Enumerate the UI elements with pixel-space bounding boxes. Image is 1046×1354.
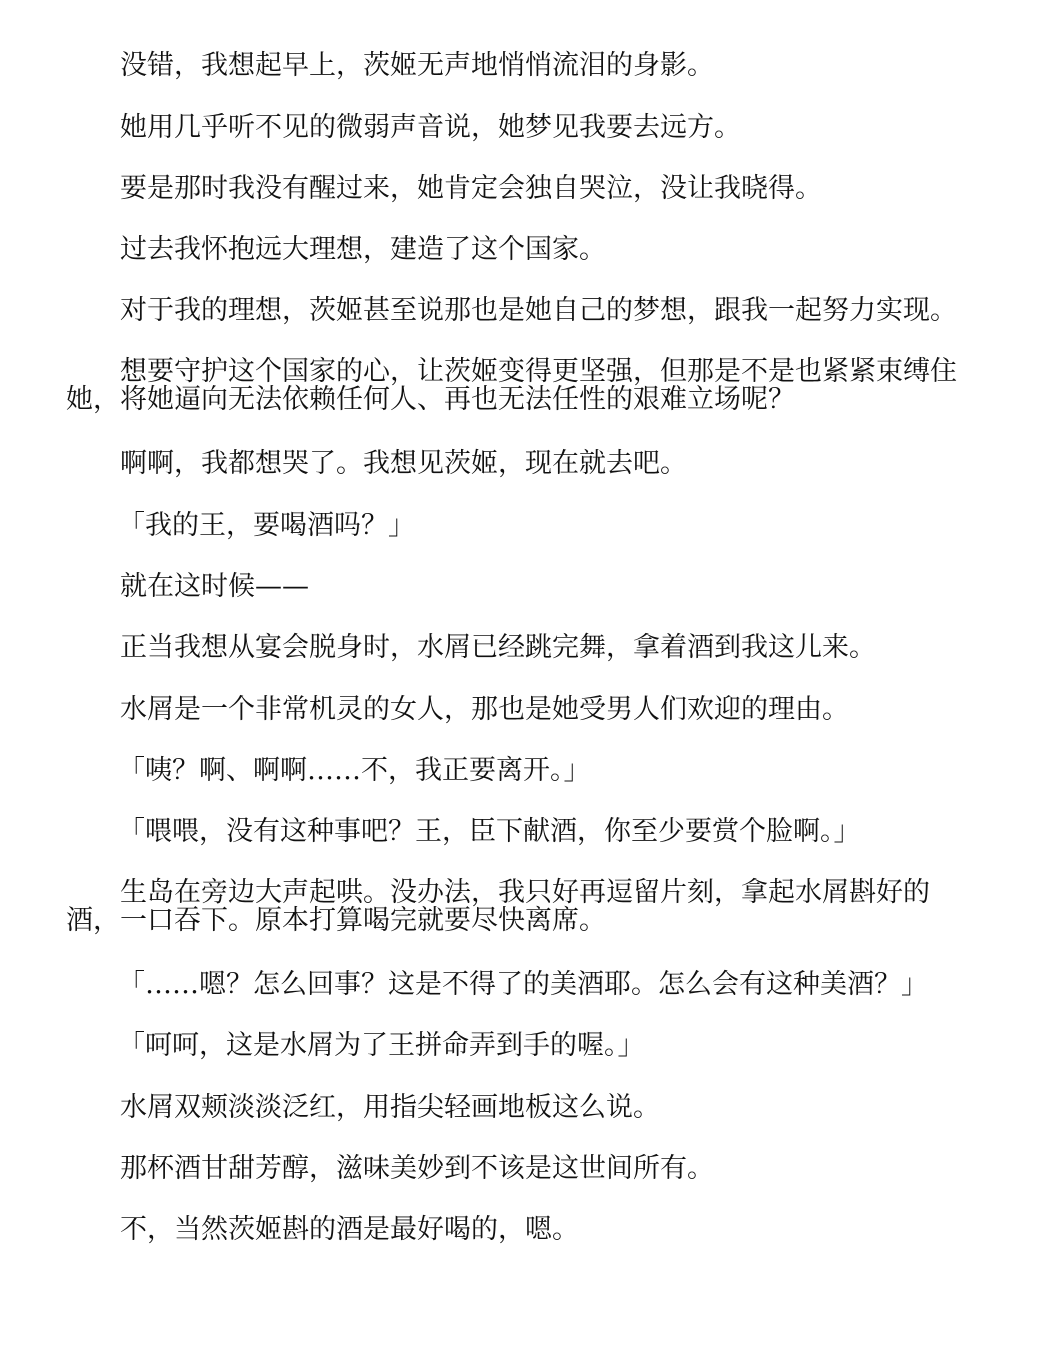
paragraph-8: 「我的王，要喝酒吗？」 [118,510,415,541]
paragraph-6: 想要守护这个国家的心，让茨姬变得更坚强，但那是不是也紧紧束缚住她，将她逼向无法依赖任何人、再也无法任性的艰难立场呢？ [66,356,957,415]
paragraph-10: 正当我想从宴会脱身时，水屑已经跳完舞，拿着酒到我这儿来。 [120,632,876,663]
paragraph-19: 不，当然茨姬斟的酒是最好喝的，嗯。 [120,1214,579,1245]
paragraph-3: 要是那时我没有醒过来，她肯定会独自哭泣，没让我晓得。 [120,173,822,204]
paragraph-15: 「……嗯？怎么回事？这是不得了的美酒耶。怎么会有这种美酒？」 [118,969,928,1000]
paragraph-1: 没错，我想起早上，茨姬无声地悄悄流泪的身影。 [120,50,714,81]
paragraph-16: 「呵呵，这是水屑为了王拼命弄到手的喔。」 [118,1030,645,1061]
paragraph-17: 水屑双颊淡淡泛红，用指尖轻画地板这么说。 [120,1092,660,1123]
paragraph-14: 生岛在旁边大声起哄。没办法，我只好再逗留片刻，拿起水屑斟好的酒，一口吞下。原本打算喝完就要尽快离席。 [66,877,930,936]
paragraph-9: 就在这时候—— [120,571,309,602]
paragraph-2: 她用几乎听不见的微弱声音说，她梦见我要去远方。 [120,112,741,143]
paragraph-7: 啊啊，我都想哭了。我想见茨姬，现在就去吧。 [120,448,687,479]
paragraph-13: 「喂喂，没有这种事吧？王，臣下献酒，你至少要赏个脸啊。」 [118,816,861,847]
paragraph-18: 那杯酒甘甜芳醇，滋味美妙到不该是这世间所有。 [120,1153,714,1184]
paragraph-4: 过去我怀抱远大理想，建造了这个国家。 [120,234,606,265]
paragraph-11: 水屑是一个非常机灵的女人，那也是她受男人们欢迎的理由。 [120,694,849,725]
paragraph-12: 「咦？啊、啊啊……不，我正要离开。」 [118,755,591,786]
paragraph-5: 对于我的理想，茨姬甚至说那也是她自己的梦想，跟我一起努力实现。 [120,295,957,326]
